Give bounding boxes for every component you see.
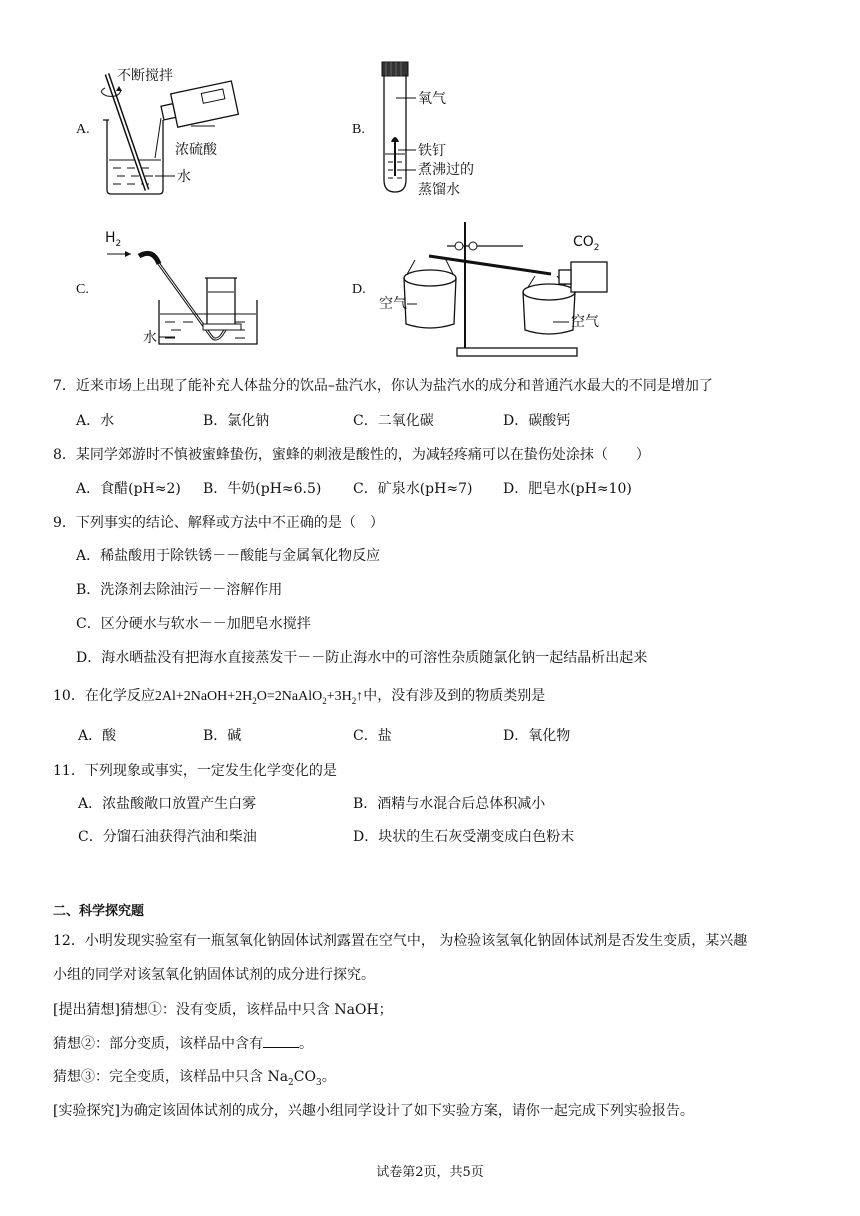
q10-option-d[interactable]: D．氧化物 [503,728,571,744]
figure-b-label: B. [352,122,365,137]
q10-option-b[interactable]: B．碱 [203,728,242,744]
q11-option-d[interactable]: D．块状的生石灰受潮变成白色粉末 [353,829,575,845]
q7-option-b[interactable]: B．氯化钠 [203,413,270,429]
section-heading: 二、科学探究题 [53,904,145,919]
question-11-stem: 11．下列现象或事实，一定发生化学变化的是 [53,763,337,779]
water-label-c: 水 [143,330,157,346]
question-8-stem: 8．某同学郊游时不慎被蜜蜂蛰伤，蜜蜂的刺液是酸性的，为减轻疼痛可以在蛰伤处涂抹（ ） [53,447,650,463]
question-12-line-2: 小组的同学对该氢氧化钠固体试剂的成分进行探究。 [53,967,375,983]
boiled-water-label-2: 蒸馏水 [418,182,460,198]
q11-option-b[interactable]: B．酒精与水混合后总体积减小 [353,796,546,812]
q9-option-c[interactable]: C．区分硬水与软水－－加肥皂水搅拌 [76,616,311,632]
figure-b-rust-diagram [372,58,502,203]
gas-arrow-icon: ↑ [356,689,364,704]
experiment-intro: [实验探究]为确定该固体试剂的成分，兴趣小组同学设计了如下实验方案，请你一起完成下列实验报告。 [53,1103,694,1119]
q9-option-a[interactable]: A．稀盐酸用于除铁锈－－酸能与金属氧化物反应 [76,548,381,564]
q8-option-c[interactable]: C．矿泉水(pH≈7) [353,481,473,497]
figure-a-dilution-diagram [95,62,265,202]
figure-d-label: D. [352,282,366,297]
q11-option-a[interactable]: A．浓盐酸敞口放置产生白雾 [78,796,257,812]
q7-option-d[interactable]: D．碳酸钙 [503,413,571,429]
q8-option-d[interactable]: D．肥皂水(pH≈10) [503,481,632,497]
q9-option-b[interactable]: B．洗涤剂去除油污－－溶解作用 [76,582,283,598]
chemical-equation: $2Al+2NaOH+2H_2O=2NaAlO_2+3H_2↑$ [154,689,364,706]
figure-c-gas-collection-diagram [95,226,275,356]
air-right-label: 空气 [571,314,599,330]
q11-option-c[interactable]: C．分馏石油获得汽油和柴油 [78,829,257,845]
q7-option-c[interactable]: C．二氧化碳 [353,413,434,429]
nail-label: 铁钉 [418,143,446,159]
co2-label: $CO_2$ [573,234,600,253]
q8-option-b[interactable]: B．牛奶(pH≈6.5) [203,481,322,497]
acid-label: 浓硫酸 [175,142,217,158]
question-10-stem: 10．在化学反应$2Al+2NaOH+2H_2O=2NaAlO_2+3H_2↑$中，没有涉及到的物质类别是 [53,688,546,706]
figure-a-label: A. [76,122,90,137]
question-9-stem: 9．下列事实的结论、解释或方法中不正确的是（ ） [53,515,384,531]
q10-option-c[interactable]: C．盐 [353,728,392,744]
figure-d-balance-diagram [375,216,625,366]
question-7-stem: 7．近来市场上出现了能补充人体盐分的饮品–盐汽水，你认为盐汽水的成分和普通汽水最大的不同是增加了 [53,378,713,394]
q10-option-a[interactable]: A．酸 [78,728,117,744]
question-12-line-1: 12．小明发现实验室有一瓶氢氧化钠固体试剂露置在空气中， 为检验该氢氧化钠固体试剂是否发生变质，某兴趣 [53,933,748,949]
air-left-label: 空气 [379,296,407,312]
page-footer: 试卷第2页，共5页 [376,1165,484,1180]
guess-1: [提出猜想]猜想①：没有变质，该样品中只含 NaOH； [53,1002,393,1018]
oxygen-label: 氧气 [418,91,446,107]
answer-blank[interactable] [263,1035,299,1048]
stir-label: 不断搅拌 [117,68,173,84]
q7-option-a[interactable]: A．水 [76,413,115,429]
h2-label: $H_2$ [105,230,122,249]
q8-option-a[interactable]: A．食醋(pH≈2) [76,481,181,497]
figure-c-label: C. [76,282,89,297]
boiled-water-label-1: 煮沸过的 [418,162,474,178]
guess-3: 猜想③：完全变质，该样品中只含 $Na_2CO_3$。 [53,1069,336,1088]
guess-2: 猜想②：部分变质，该样品中含有 。 [53,1036,313,1052]
q9-option-d[interactable]: D．海水晒盐没有把海水直接蒸发干－－防止海水中的可溶性杂质随氯化钠一起结晶析出起来 [76,650,648,666]
water-label-a: 水 [177,169,191,185]
